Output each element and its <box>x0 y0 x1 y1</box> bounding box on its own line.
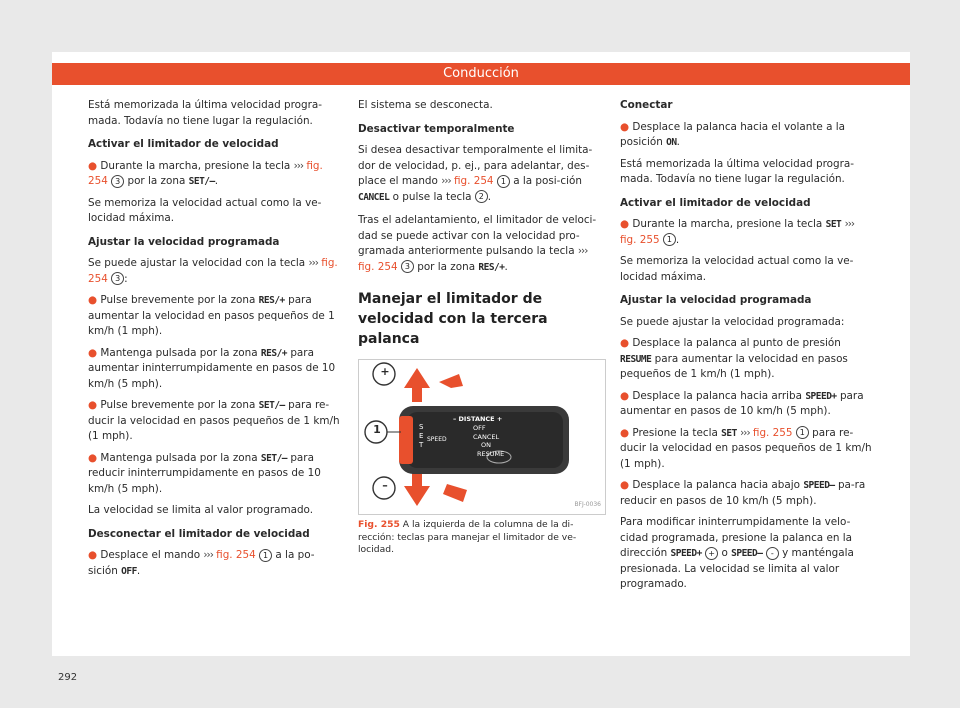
key-label: CANCEL <box>358 191 390 203</box>
text: para re-ducir la velocidad en pasos pequeños de 1 km/h (1 mph). <box>88 399 340 442</box>
section-title: Manejar el limitador de velocidad con la tercera palanca <box>358 291 548 347</box>
callout-number: 1 <box>497 175 510 188</box>
bullet-icon: ● <box>620 337 630 349</box>
heading: Ajustar la velocidad programada <box>88 235 280 248</box>
key-label: RES/+ <box>478 261 505 273</box>
text: Mantenga pulsada por la zona <box>100 346 258 359</box>
one-label: 1 <box>373 423 381 436</box>
figure-link[interactable]: fig. 255 <box>620 233 660 246</box>
key-label: SPEED+ <box>670 548 702 559</box>
figure-caption <box>358 519 604 557</box>
text: y manténgala presionada. La velocidad se limita al valor programado. <box>620 547 854 590</box>
text: o <box>721 547 728 559</box>
caption-ref: Fig. 255 <box>358 519 400 530</box>
forward-arrow-icon <box>439 374 463 388</box>
bullet-icon: ● <box>88 294 98 306</box>
text: pa-ra reducir en pasos de 10 km/h (5 mph). <box>620 479 866 507</box>
set-button <box>399 416 413 464</box>
text: Desplace el mando <box>100 549 201 561</box>
bullet-icon: ● <box>620 218 630 230</box>
callout-number: 1 <box>259 549 272 562</box>
text: para reducir ininterrumpidamente en pasos de 10 km/h (5 mph). <box>88 451 321 495</box>
text: Tras el adelantamiento, el limitador de veloci-dad se puede activar con la velocidad pro-gramada anteriormente pulsando la tecla <box>358 214 597 257</box>
plus-symbol: + <box>705 547 718 560</box>
bullet-item <box>620 426 872 473</box>
heading: Activar el limitador de velocidad <box>620 196 811 209</box>
callout-number: 3 <box>111 272 124 285</box>
heading: Activar el limitador de velocidad <box>88 138 279 150</box>
heading: Desconectar el limitador de velocidad <box>88 527 310 540</box>
bullet-icon: ● <box>620 389 630 402</box>
minus-symbol: - <box>766 547 779 560</box>
text: para aumentar en pasos de 10 km/h (5 mph). <box>620 389 864 417</box>
bullet-item <box>88 398 340 445</box>
caption-text: A la izquierda de la columna de la di-rección: teclas para manejar el limitador de ve-locidad. <box>358 519 577 555</box>
text: Durante la marcha, presione la tecla <box>632 218 823 230</box>
text: Pulse brevemente por la zona <box>100 294 256 306</box>
off-label: OFF <box>473 424 486 432</box>
text: Desplace la palanca hacia el volante a la posición <box>620 120 846 148</box>
text: por la zona <box>127 175 186 187</box>
paragraph: El sistema se desconecta. <box>358 99 493 111</box>
text: Para modificar ininterrumpidamente la velo-cidad programada, presione la palanca en la dirección <box>620 516 852 559</box>
text: para aumentar la velocidad en pasos pequeños de 1 km/h (1 mph). <box>88 294 335 337</box>
figure-link[interactable]: fig. 255 <box>752 426 793 439</box>
callout-number: 3 <box>401 260 414 273</box>
key-label: OFF <box>121 565 137 577</box>
bullet-item <box>620 389 872 420</box>
paragraph: Se puede ajustar la velocidad programada: <box>620 315 845 328</box>
chevron-icon: ››› <box>203 549 213 561</box>
minus-label: – <box>382 479 388 492</box>
bullet-icon: ● <box>88 346 98 359</box>
paragraph: Tras el adelantamiento, el limitador de veloci-dad se puede activar con la velocidad pro-gramada anteriormente pulsando la tecla ››› fig. 254 3 por la zona RES/+. <box>358 214 597 273</box>
speed-label: SPEED <box>427 436 447 443</box>
bullet-item: ● Desplace el mando ››› fig. 254 1 a la po-sición OFF. <box>88 549 315 577</box>
key-label: SPEED– <box>731 548 763 559</box>
text: para re-ducir la velocidad en pasos pequeños de 1 km/h (1 mph). <box>620 426 872 470</box>
column-2 <box>358 98 604 557</box>
page-number: 292 <box>58 672 78 683</box>
key-label: SET <box>825 219 842 230</box>
bullet-item <box>620 336 872 383</box>
heading: Ajustar la velocidad programada <box>620 294 812 306</box>
bullet-item: ● Durante la marcha, presione la tecla ››› fig. 254 3 por la zona SET/–. <box>88 159 323 187</box>
chevron-icon: ››› <box>308 257 318 269</box>
callout-number: 1 <box>663 233 676 246</box>
plus-label: + <box>380 365 390 378</box>
bullet-icon: ● <box>88 159 98 172</box>
bullet-item <box>88 346 340 393</box>
s-label: S <box>419 423 424 431</box>
paragraph: Se puede ajustar la velocidad con la tecla ››› fig. 254 3 : <box>88 257 338 285</box>
column-3 <box>620 98 872 601</box>
chevron-icon: ››› <box>441 175 451 187</box>
bullet-item <box>88 451 340 498</box>
heading: Conectar <box>620 99 673 111</box>
key-label: SET/– <box>260 452 288 464</box>
bullet-item <box>620 478 872 509</box>
bullet-icon: ● <box>88 549 98 561</box>
e-label: E <box>419 432 424 440</box>
text: Presione la tecla <box>632 426 718 439</box>
figure-code: BFJ-0036 <box>574 500 601 508</box>
key-label: RES/+ <box>258 295 285 306</box>
down-arrow-icon <box>404 472 430 506</box>
text: Se puede ajustar la velocidad con la tecla <box>88 257 306 269</box>
chevron-icon: ››› <box>740 426 750 439</box>
t-label: T <box>419 441 424 449</box>
key-label: ON <box>666 137 677 148</box>
key-label: RESUME <box>620 353 652 365</box>
paragraph: Si desea desactivar temporalmente el limita-dor de velocidad, p. ej., para adelantar, des-place el mando ››› fig. 254 1 a la posi-ción CANCEL o pulse la tecla 2 . <box>358 144 593 203</box>
text: o pulse la tecla <box>392 190 472 203</box>
chevron-icon: ››› <box>293 159 304 172</box>
up-arrow-icon <box>404 368 430 402</box>
figure-link[interactable]: fig. 254 <box>216 549 256 561</box>
paragraph <box>620 515 872 593</box>
mode-labels <box>473 424 504 458</box>
key-label: SPEED+ <box>805 390 837 402</box>
bullet-icon: ● <box>88 399 98 411</box>
text: Mantenga pulsada por la zona <box>100 451 258 464</box>
figure-link[interactable]: fig. 254 <box>88 159 323 187</box>
bullet-icon: ● <box>620 120 630 133</box>
figure-link[interactable]: fig. 254 <box>88 257 338 285</box>
callout-number: 3 <box>111 175 124 188</box>
key-label: SET/– <box>188 176 215 187</box>
text: a la posi-ción <box>513 175 582 187</box>
bullet-item <box>88 293 340 340</box>
text: Desplace la palanca hacia abajo <box>632 479 800 491</box>
paragraph: Está memorizada la última velocidad progra-mada. Todavía no tiene lugar la regulación. <box>88 99 322 127</box>
text: Desplace la palanca hacia arriba <box>632 389 802 402</box>
text: Si desea desactivar temporalmente el limita-dor de velocidad, p. ej., para adelantar, des-place el mando <box>358 144 593 187</box>
resume-label: RESUME <box>477 449 505 458</box>
figure-link[interactable]: fig. 254 <box>453 175 494 187</box>
text: para aumentar ininterrumpidamente en pasos de 10 km/h (5 mph). <box>88 346 336 390</box>
manual-page <box>52 52 910 683</box>
text: Durante la marcha, presione la tecla <box>100 159 291 172</box>
on-label: ON <box>481 441 491 449</box>
column-1 <box>88 98 340 585</box>
paragraph: La velocidad se limita al valor programado. <box>88 504 314 516</box>
callout-number: 2 <box>475 190 488 203</box>
chevron-icon: ››› <box>844 218 855 230</box>
chevron-icon: ››› <box>577 245 588 257</box>
bullet-icon: ● <box>88 451 98 464</box>
text: Pulse brevemente por la zona <box>100 399 256 411</box>
text: Desplace la palanca al punto de presión <box>632 337 841 349</box>
key-label: SPEED– <box>803 480 835 491</box>
bullet-item: ● Desplace la palanca hacia el volante a la posición ON. <box>620 120 846 148</box>
section-header: Conducción <box>52 63 910 85</box>
key-label: SET/– <box>258 400 285 411</box>
bullet-icon: ● <box>620 479 630 491</box>
paragraph: Se memoriza la velocidad actual como la ve-locidad máxima. <box>88 196 322 224</box>
cancel-label: CANCEL <box>473 432 500 441</box>
callout-number: 1 <box>796 426 809 439</box>
figure-255 <box>358 359 606 515</box>
set-labels <box>419 423 423 450</box>
key-label: SET <box>721 427 737 439</box>
text: a la po-sición <box>88 549 315 577</box>
figure-link[interactable]: fig. 254 <box>358 260 398 273</box>
paragraph: Está memorizada la última velocidad progra-mada. Todavía no tiene lugar la regulación. <box>620 157 854 185</box>
paragraph: Se memoriza la velocidad actual como la ve-locidad máxima. <box>620 255 854 283</box>
heading: Desactivar temporalmente <box>358 122 515 135</box>
text: para aumentar la velocidad en pasos pequeños de 1 km/h (1 mph). <box>620 352 848 380</box>
text: por la zona <box>417 260 476 273</box>
back-arrow-icon <box>443 484 467 502</box>
distance-label: – DISTANCE + <box>453 415 503 423</box>
key-label: RES/+ <box>260 347 288 359</box>
bullet-icon: ● <box>620 426 630 439</box>
bullet-item: ● Durante la marcha, presione la tecla SET ››› fig. 255 1 . <box>620 218 855 246</box>
